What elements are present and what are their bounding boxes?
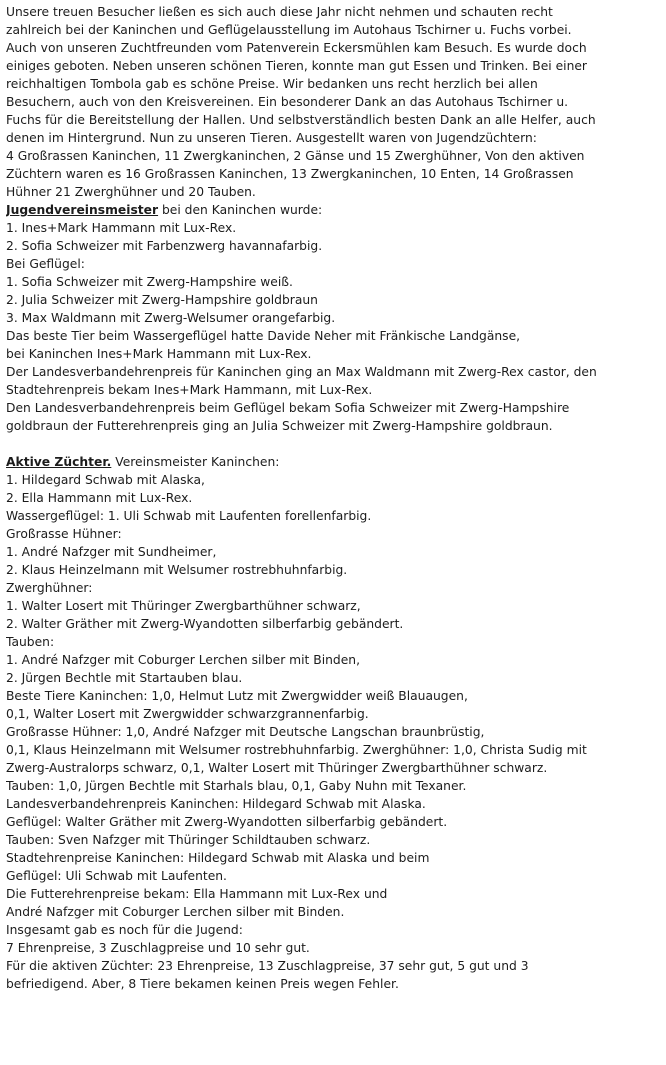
text-line: 1. Hildegard Schwab mit Alaska,	[6, 473, 205, 487]
text-line: Geflügel: Uli Schwab mit Laufenten.	[6, 869, 227, 883]
text-line: 1. Ines+Mark Hammann mit Lux-Rex.	[6, 221, 237, 235]
text-line: Fuchs für die Bereitstellung der Hallen. Und selbstverständlich besten Dank an alle Helfer, auch	[6, 113, 596, 127]
aktive-section	[6, 471, 660, 993]
text-line: André Nafzger mit Coburger Lerchen silber mit Binden.	[6, 905, 345, 919]
text-line: 0,1, Klaus Heinzelmann mit Welsumer rostrebhuhnfarbig. Zwerghühner: 1,0, Christa Sudig mit	[6, 743, 587, 757]
text-line: Stadtehrenpreise Kaninchen: Hildegard Schwab mit Alaska und beim	[6, 851, 430, 865]
jugend-heading: Jugendvereinsmeister	[6, 203, 159, 217]
text-line: Unsere treuen Besucher ließen es sich auch diese Jahr nicht nehmen und schauten recht	[6, 5, 553, 19]
text-line: 1. Sofia Schweizer mit Zwerg-Hampshire weiß.	[6, 275, 293, 289]
text-line: 2. Walter Gräther mit Zwerg-Wyandotten silberfarbig gebändert.	[6, 617, 404, 631]
jugend-section	[6, 219, 660, 435]
text-line: Züchtern waren es 16 Großrassen Kaninchen, 13 Zwergkaninchen, 10 Enten, 14 Großrassen	[6, 167, 574, 181]
text-line: Wassergeflügel: 1. Uli Schwab mit Laufenten forellenfarbig.	[6, 509, 372, 523]
text-line: Auch von unseren Zuchtfreunden vom Patenverein Eckersmühlen kam Besuch. Es wurde doch	[6, 41, 587, 55]
text-line: Zwerg-Australorps schwarz, 0,1, Walter Losert mit Thüringer Zwergbarthühner schwarz.	[6, 761, 548, 775]
text-line: Hühner 21 Zwerghühner und 20 Tauben.	[6, 185, 256, 199]
text-line: Insgesamt gab es noch für die Jugend:	[6, 923, 243, 937]
text-line: reichhaltigen Tombola gab es schöne Preise. Wir bedanken uns recht herzlich bei allen	[6, 77, 538, 91]
text-line: zahlreich bei der Kaninchen und Geflügelausstellung im Autohaus Tschirner u. Fuchs vorbei.	[6, 23, 572, 37]
text-line: 2. Sofia Schweizer mit Farbenzwerg havannafarbig.	[6, 239, 323, 253]
text-line: Das beste Tier beim Wassergeflügel hatte Davide Neher mit Fränkische Landgänse,	[6, 329, 521, 343]
section-gap	[6, 435, 660, 453]
text-line: 0,1, Walter Losert mit Zwergwidder schwarzgrannenfarbig.	[6, 707, 369, 721]
jugend-heading-line	[6, 201, 660, 219]
text-line: 3. Max Waldmann mit Zwerg-Welsumer orangefarbig.	[6, 311, 336, 325]
text-line: 2. Klaus Heinzelmann mit Welsumer rostrebhuhnfarbig.	[6, 563, 348, 577]
text-line: Die Futterehrenpreise bekam: Ella Hammann mit Lux-Rex und	[6, 887, 388, 901]
intro-paragraph	[6, 3, 660, 201]
text-line: Den Landesverbandehrenpreis beim Geflügel bekam Sofia Schweizer mit Zwerg-Hampshire	[6, 401, 570, 415]
text-line: Landesverbandehrenpreis Kaninchen: Hildegard Schwab mit Alaska.	[6, 797, 426, 811]
text-line: Für die aktiven Züchter: 23 Ehrenpreise, 13 Zuschlagpreise, 37 sehr gut, 5 gut und 3	[6, 959, 529, 973]
text-line: Tauben: 1,0, Jürgen Bechtle mit Starhals blau, 0,1, Gaby Nuhn mit Texaner.	[6, 779, 467, 793]
text-line: 7 Ehrenpreise, 3 Zuschlagpreise und 10 sehr gut.	[6, 941, 310, 955]
text-line: 2. Ella Hammann mit Lux-Rex.	[6, 491, 193, 505]
text-line: Besuchern, auch von den Kreisvereinen. Ein besonderer Dank an das Autohaus Tschirner u.	[6, 95, 569, 109]
text-line: 1. André Nafzger mit Coburger Lerchen silber mit Binden,	[6, 653, 361, 667]
text-line: Bei Geflügel:	[6, 257, 85, 271]
text-line: 1. Walter Losert mit Thüringer Zwergbarthühner schwarz,	[6, 599, 361, 613]
text-line: 1. André Nafzger mit Sundheimer,	[6, 545, 217, 559]
text-line: Tauben: Sven Nafzger mit Thüringer Schildtauben schwarz.	[6, 833, 371, 847]
text-line: 2. Jürgen Bechtle mit Startauben blau.	[6, 671, 243, 685]
text-line: Zwerghühner:	[6, 581, 93, 595]
text-line: 2. Julia Schweizer mit Zwerg-Hampshire goldbraun	[6, 293, 318, 307]
aktive-heading-line	[6, 453, 660, 471]
text-line: bei Kaninchen Ines+Mark Hammann mit Lux-Rex.	[6, 347, 312, 361]
text-line: Großrasse Hühner: 1,0, André Nafzger mit Deutsche Langschan braunbrüstig,	[6, 725, 485, 739]
text-line: Stadtehrenpreis bekam Ines+Mark Hammann, mit Lux-Rex.	[6, 383, 373, 397]
text-line: Geflügel: Walter Gräther mit Zwerg-Wyandotten silberfarbig gebändert.	[6, 815, 448, 829]
text-line: Der Landesverbandehrenpreis für Kaninchen ging an Max Waldmann mit Zwerg-Rex castor, den	[6, 365, 597, 379]
jugend-heading-rest: bei den Kaninchen wurde:	[158, 203, 323, 217]
aktive-heading: Aktive Züchter.	[6, 455, 112, 469]
text-line: goldbraun der Futterehrenpreis ging an Julia Schweizer mit Zwerg-Hampshire goldbraun.	[6, 419, 553, 433]
text-line: Beste Tiere Kaninchen: 1,0, Helmut Lutz mit Zwergwidder weiß Blauaugen,	[6, 689, 468, 703]
text-line: 4 Großrassen Kaninchen, 11 Zwergkaninchen, 2 Gänse und 15 Zwerghühner, Von den aktiven	[6, 149, 585, 163]
text-line: Großrasse Hühner:	[6, 527, 122, 541]
aktive-heading-rest: Vereinsmeister Kaninchen:	[111, 455, 280, 469]
text-line: befriedigend. Aber, 8 Tiere bekamen keinen Preis wegen Fehler.	[6, 977, 399, 991]
text-line: einiges geboten. Neben unseren schönen Tieren, konnte man gut Essen und Trinken. Bei einer	[6, 59, 587, 73]
text-line: denen im Hintergrund. Nun zu unseren Tieren. Ausgestellt waren von Jugendzüchtern:	[6, 131, 537, 145]
text-line: Tauben:	[6, 635, 55, 649]
